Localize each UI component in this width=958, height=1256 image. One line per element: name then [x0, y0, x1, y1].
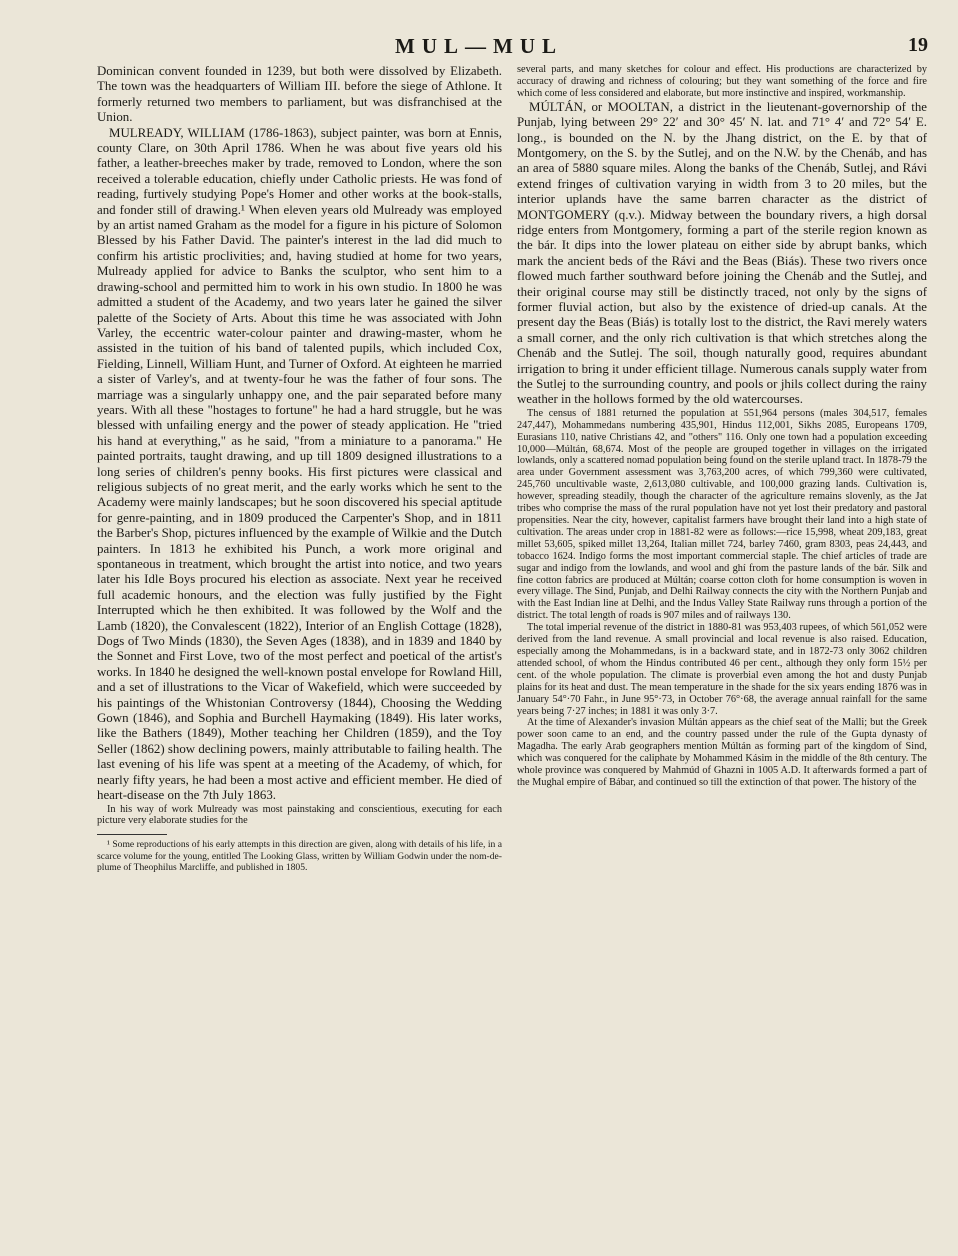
article-multan: MÚLTÁN, or MOOLTAN, a district in the lieutenant-governorship of the Punjab, lying between 29° 22′ and 30° 45′ N. lat. and 71° 4′ and 72° 54′ E. long., is bounded on the N. by the Jhang district, on the E. by that of Montgomery, on the S. by the Sutlej, and on the N.W. by the Chenáb, and has an area of 5880 square miles. Along the banks of the Chenáb, Sutlej, and Rávi extend fringes of cultivation varying in width from 3 to 20 miles, but the interior uplands have the same barren character as the district of MONTGOMERY (q.v.). Midway between the boundary rivers, a high dorsal ridge enters from Montgomery, forming a part of the sterile region known as the bár. It dips into the lower plateau on either side by abrupt banks, which mark the ancient beds of the Rávi and the Beas (Biás). These two rivers once flowed much farther southward before joining the Chenáb and the Sutlej, and their original course may still be distinctly traced, not only by the signs of former fluvial action, but also by the existence of dried-up canals. At the present day the Beas (Biás) is totally lost to the district, the Ravi merely waters a small corner, and the only rich cultivation is that which stretches along the Chenáb and the Sutlej. The soil, though naturally good, requires abundant irrigation to bring it under efficient tillage. Numerous canals supply water from the Sutlej to the surrounding country, and pools or jhils collect during the rainy weather in the hollows formed by the old watercourses.	[517, 99, 927, 407]
footnote-rule	[97, 834, 167, 835]
running-head-title: MUL—MUL	[395, 34, 563, 58]
paragraph-mulready-method: In his way of work Mulready was most painstaking and conscientious, executing for each picture very elaborate studies for the	[97, 803, 502, 827]
right-column	[517, 64, 927, 1224]
paragraph-history: At the time of Alexander's invasion Múltán appears as the chief seat of the Malli; but the Greek power soon came to an end, and the country passed under the rule of the Gupta dynasty of Magadha. The early Arab geographers mention Múltán as forming part of the kingdom of Sind, which was conquered for the caliphate by Mohammed Kásim in the middle of the 8th century. The whole province was conquered by Mahmúd of Ghazni in 1005 A.D. It afterwards formed a part of the Mughal empire of Bábar, and continued so till the extinction of that power. The history of the	[517, 717, 927, 788]
paragraph-revenue: The total imperial revenue of the district in 1880-81 was 953,403 rupees, of which 561,052 were derived from the land revenue. A small provincial and local revenue is also raised. Education, especially among the Mohammedans, is in a backward state, and in 1872-73 only 3062 children attended school, of whom the Hindus contributed 46 per cent., although they only form 15½ per cent. of the whole population. The climate is proverbial even among the hot and dusty Punjab plains for its heat and dust. The mean temperature in the shade for the six years ending 1876 was in January 54°·70 Fahr., in June 95°·73, in October 76°·68, the average annual rainfall for the same years being 7·27 inches; in 1881 it was only 3·7.	[517, 622, 927, 717]
running-head	[0, 34, 958, 60]
paragraph-mulready-continued: several parts, and many sketches for colour and effect. His productions are characterized by accuracy of drawing and richness of colouring; but they want something of the force and fire which come of less considered and elaborate, but more instinctive and inspired, workmanship.	[517, 64, 927, 99]
left-column	[97, 64, 502, 1224]
article-mulready: MULREADY, WILLIAM (1786-1863), subject painter, was born at Ennis, county Clare, on 30th April 1786. When he was about five years old his father, a leather-breeches maker by trade, removed to London, where the son received a tolerable education, chiefly under Catholic priests. He was fond of reading, furtively studying Pope's Homer and other works at the book-stalls, and fonder still of drawing.¹ When eleven years old Mulready was employed by an artist named Graham as the model for a figure in his picture of Solomon Blessed by his Father David. The painter's interest in the lad did much to confirm his artistic proclivities; and, having studied at home for two years, Mulready applied for advice to Banks the sculptor, who sent him to a drawing-school and permitted him to work in his own studio. In 1800 he was admitted a student of the Academy, and two years later he gained the silver palette of the Society of Arts. About this time he was associated with John Varley, the eccentric water-colour painter and drawing-master, whom he assisted in the tuition of his band of talented pupils, which included Cox, Fielding, Linnell, William Hunt, and Turner of Oxford. At eighteen he married a sister of Varley's, and at twenty-four he was the father of four sons. The marriage was a singularly unhappy one, and the pair separated before many years. With all these "hostages to fortune" he had a hard struggle, but he was blessed with unfailing energy and the power of steady application. He "tried his hand at everything," as he said, "from a miniature to a panorama." He painted portraits, taught drawing, and up till 1809 designed illustrations to a long series of children's penny books. His first pictures were classical and religious subjects of no great merit, and the early works which he sent to the Academy were mainly landscapes; but he soon discovered his special aptitude for genre-painting, and in 1809 produced the Carpenter's Shop, and in 1811 the Barber's Shop, pictures influenced by the example of Wilkie and the Dutch painters. In 1813 he exhibited his Punch, a work more original and spontaneous in treatment, which brought the artist into notice, and two years later his Idle Boys procured his election as associate. Next year he received full academic honours, and the election was fully justified by the Fight Interrupted which he then exhibited. It was followed by the Wolf and the Lamb (1820), the Convalescent (1822), Interior of an English Cottage (1828), Dogs of Two Minds (1830), the Seven Ages (1838), and in 1839 and 1840 by the Sonnet and First Love, two of the most perfect and poetical of the artist's works. In 1840 he designed the well-known postal envelope for Rowland Hill, and a set of illustrations to the Vicar of Wakefield, which were succeeded by his paintings of the Whistonian Controversy (1844), Choosing the Wedding Gown (1846), and Sophia and Burchell Haymaking (1849). His later works, like the Bathers (1849), Mother teaching her Children (1859), and the Toy Seller (1862) show declining powers, mainly attributable to failing health. The last evening of his life was spent at a meeting of the Academy, of which, for nearly fifty years, he had been a most active and efficient member. He died of heart-disease on the 7th July 1863.	[97, 125, 502, 803]
footnote: ¹ Some reproductions of his early attempts in this direction are given, along with details of his life, in a scarce volume for the young, entitled The Looking Glass, written by William Godwin under the nom-de-plume of Theophilus Marcliffe, and published in 1805.	[97, 839, 502, 873]
paragraph-census: The census of 1881 returned the population at 551,964 persons (males 304,517, females 247,447), Mohammedans numbering 435,901, Hindus 112,001, Sikhs 2085, Europeans 1709, Eurasians 110, native Christians 42, and "others" 116. Only one town had a population exceeding 10,000—Múltán, 68,674. Most of the people are grouped together in villages on the irrigated lowlands, only a scattered nomad population being found on the sterile upland tract. In 1878-79 the area under Government assessment was 3,763,200 acres, of which 799,360 were cultivated, 245,760 uncultivable waste, 2,613,080 cultivable, and 100,000 grazing lands. Cultivation is, however, spreading steadily, though the character of the agriculture remains slovenly, as the Jat tribes who comprise the mass of the rural population have not yet lost their predatory and pastoral propensities. Near the city, however, capitalist farmers have brought their land into a high state of cultivation. The areas under crop in 1881-82 were as follows:—rice 15,998, wheat 209,183, great millet 53,605, spiked millet 13,264, Italian millet 724, barley 7460, gram 8303, peas 24,443, and tobacco 1624. Indigo forms the most important commercial staple. The chief articles of trade are sugar and indigo from the lowlands, and wool and ghí from the pasture lands of the bár. Silk and fine cotton fabrics are produced at Múltán; coarse cotton cloth for home consumption is woven in every village. The Sind, Punjab, and Delhi Railway connects the city with the Northern Punjab and with the East Indian line at Delhi, and the Indus Valley State Railway runs through a portion of the district. The total length of roads is 907 miles and of railways 130.	[517, 407, 927, 622]
paragraph-dominican-convent: Dominican convent founded in 1239, but both were dissolved by Elizabeth. The town was the headquarters of William III. before the siege of Athlone. It formerly returned two members to parliament, but was disfranchised at the Union.	[97, 64, 502, 125]
page-number: 19	[908, 34, 928, 56]
